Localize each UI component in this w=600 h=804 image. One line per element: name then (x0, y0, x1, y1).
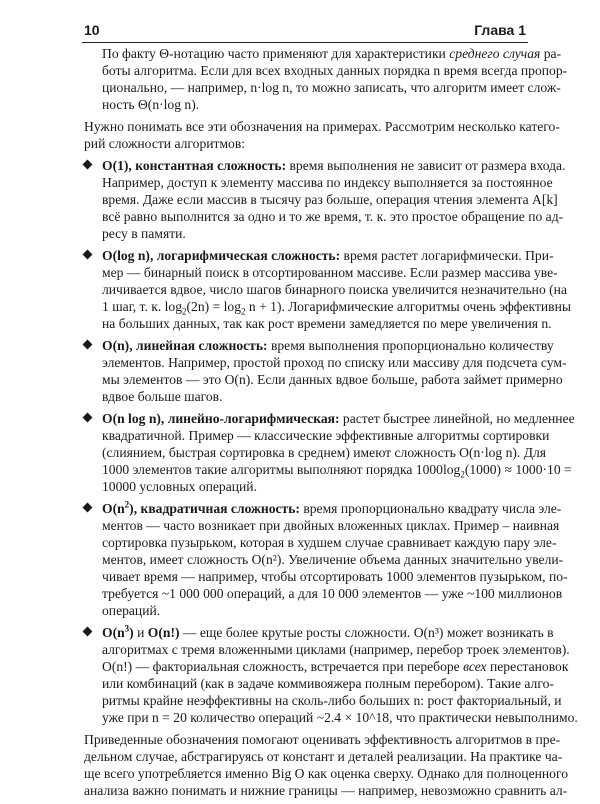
list-item-cubic-factorial (84, 623, 578, 726)
text-line: ционально, — например, n·log n, то можно записать, что алгоритм имеет слож- (102, 80, 561, 95)
text-line: ресу в памяти. (102, 226, 186, 241)
text-line: личивается вдвое, число шагов бинарного поиска увеличится незначительно (на (102, 282, 567, 297)
text-line: вдвое больше шагов. (102, 389, 223, 404)
list-item-quadratic (84, 499, 568, 619)
text-line: квадратичной. Пример — классические эффективные алгоритмы сортировки (102, 428, 550, 443)
text-line: время. Даже если массив в тысячу раз больше, операция чтения элемента A[k] (102, 192, 558, 207)
text-line: 1000 элементов такие алгоритмы выполняют порядка $1000\log_2(1000) \approx 1000\cdot 10$ = (102, 462, 572, 480)
diamond-bullet-icon (83, 250, 93, 260)
diamond-bullet-icon (83, 627, 93, 637)
paragraph-intro (84, 118, 560, 152)
text-line: Нужно понимать все эти обозначения на примерах. Рассмотрим несколько катего- (84, 119, 560, 134)
text-line: 1 шаг, т. к. $\log_2(2n) = \log_2 n + 1$). Логарифмические алгоритмы очень эффективны (102, 299, 571, 317)
running-header (82, 20, 528, 43)
emphasis: среднего случая (449, 46, 541, 61)
text-line: O(n!) — факториальная сложность, встречается при переборе всех перестановок (102, 659, 569, 674)
list-item-linear (84, 337, 567, 405)
text-line: ментов, имеет сложность O(n²). Увеличение объема данных значительно увели- (102, 552, 564, 567)
term: $O(n^3)$ (102, 623, 134, 640)
text-line: (слиянием, быстрая сортировка в среднем) имеют сложность O(n·log n). Для (102, 445, 547, 460)
text-line: O(n log n), линейно-логарифмическая: растет быстрее линейной, но медленнее (102, 411, 575, 426)
text-line: ще всего употребляется именно Big O как оценка сверху. Однако для полноценного (84, 766, 568, 781)
list-item-logarithmic (84, 247, 571, 332)
text-line: 10000 условных операций. (102, 479, 257, 494)
text-line: рий сложности алгоритмов: (84, 136, 246, 151)
text-line: дельном случае, абстрагируясь от констант и деталей реализации. На практике ча- (84, 749, 563, 764)
text-line: Приведенные обозначения помогают оценивать эффективность алгоритмов в пре- (84, 732, 561, 747)
term: O(1), константная сложность: (102, 158, 287, 173)
term: O(n!) (147, 625, 180, 640)
paragraph-theta-notation (84, 45, 568, 113)
text-line: $O(n^3)$ и O(n!) — еще более крутые росты сложности. O(n³) может возникать в (102, 623, 554, 640)
text-line: O(1), константная сложность: время выполнения не зависит от размера входа. (102, 158, 566, 173)
text-line: уже при n = 20 количество операций ~2.4 × 10^18, что практически невыполнимо. (102, 710, 578, 725)
diamond-bullet-icon (83, 340, 93, 350)
text-line: анализа важно понимать и нижние границы — например, невозможно сравнить ал- (84, 783, 568, 798)
text-line: O(log n), логарифмическая сложность: время растет логарифмически. При- (102, 248, 554, 263)
text-line: Например, доступ к элементу массива по индексу выполняется за постоянное (102, 175, 553, 190)
text-line: По факту Θ-нотацию часто применяют для характеристики среднего случая ра- (102, 46, 562, 61)
text-line: боты алгоритма. Если для всех входных данных порядка n время всегда пропор- (102, 63, 568, 78)
term: $O(n^2)$, квадратичная сложность: (102, 499, 300, 516)
term: O(n), линейная сложность: (102, 338, 268, 353)
text-line: операций. (102, 603, 161, 618)
term: O(log n), логарифмическая сложность: (102, 248, 341, 263)
text-line: $O(n^2)$, квадратичная сложность: время пропорционально квадрату числа эле- (102, 499, 562, 516)
paragraph-summary (84, 731, 568, 799)
text-line: мер — бинарный поиск в отсортированном массиве. Если размер массива уве- (102, 265, 558, 280)
term: O(n log n), линейно-логарифмическая: (102, 411, 340, 426)
page-number: 10 (84, 22, 100, 38)
chapter-title: Глава 1 (474, 22, 526, 38)
text-line: или комбинаций (как в задаче коммивояжера полным перебором). Такие алго- (102, 676, 554, 691)
text-line: на больших данных, так как рост времени замедляется по мере увеличения n. (102, 316, 552, 331)
page-body (84, 45, 578, 804)
text-line: сортировка пузырьком, которая в худшем случае сравнивает каждую пару эле- (102, 535, 557, 550)
emphasis: всех (463, 659, 487, 674)
list-item-linearithmic (84, 410, 575, 495)
diamond-bullet-icon (83, 413, 93, 423)
text-line: ритмы крайне неэффективны на сколь-либо больших n: рост факториальный, и (102, 693, 562, 708)
text-line: ность Θ(n·log n). (102, 97, 200, 112)
text-line: ментов — часто возникает при двойных вложенных циклах. Пример – наивная (102, 518, 560, 533)
text-line: мы элементов — это O(n). Если данных вдвое больше, работа займет примерно (102, 372, 563, 387)
text-line: чивает время — например, чтобы отсортировать 1000 элементов пузырьком, по- (102, 569, 568, 584)
list-item-constant (84, 157, 566, 242)
text-line: требуется ~1 000 000 операций, а для 10 000 элементов — уже ~100 миллионов (102, 586, 563, 601)
text-line: элементов. Например, простой проход по списку или массиву для подсчета сум- (102, 355, 567, 370)
diamond-bullet-icon (83, 160, 93, 170)
text-line: алгоритмах с тремя вложенными циклами (например, перебор троек элементов). (102, 642, 570, 657)
text-line: O(n), линейная сложность: время выполнения пропорционально количеству (102, 338, 554, 353)
text-line: всё равно выполнится за одно и то же время, т. к. это простое обращение по ад- (102, 209, 564, 224)
diamond-bullet-icon (83, 503, 93, 513)
